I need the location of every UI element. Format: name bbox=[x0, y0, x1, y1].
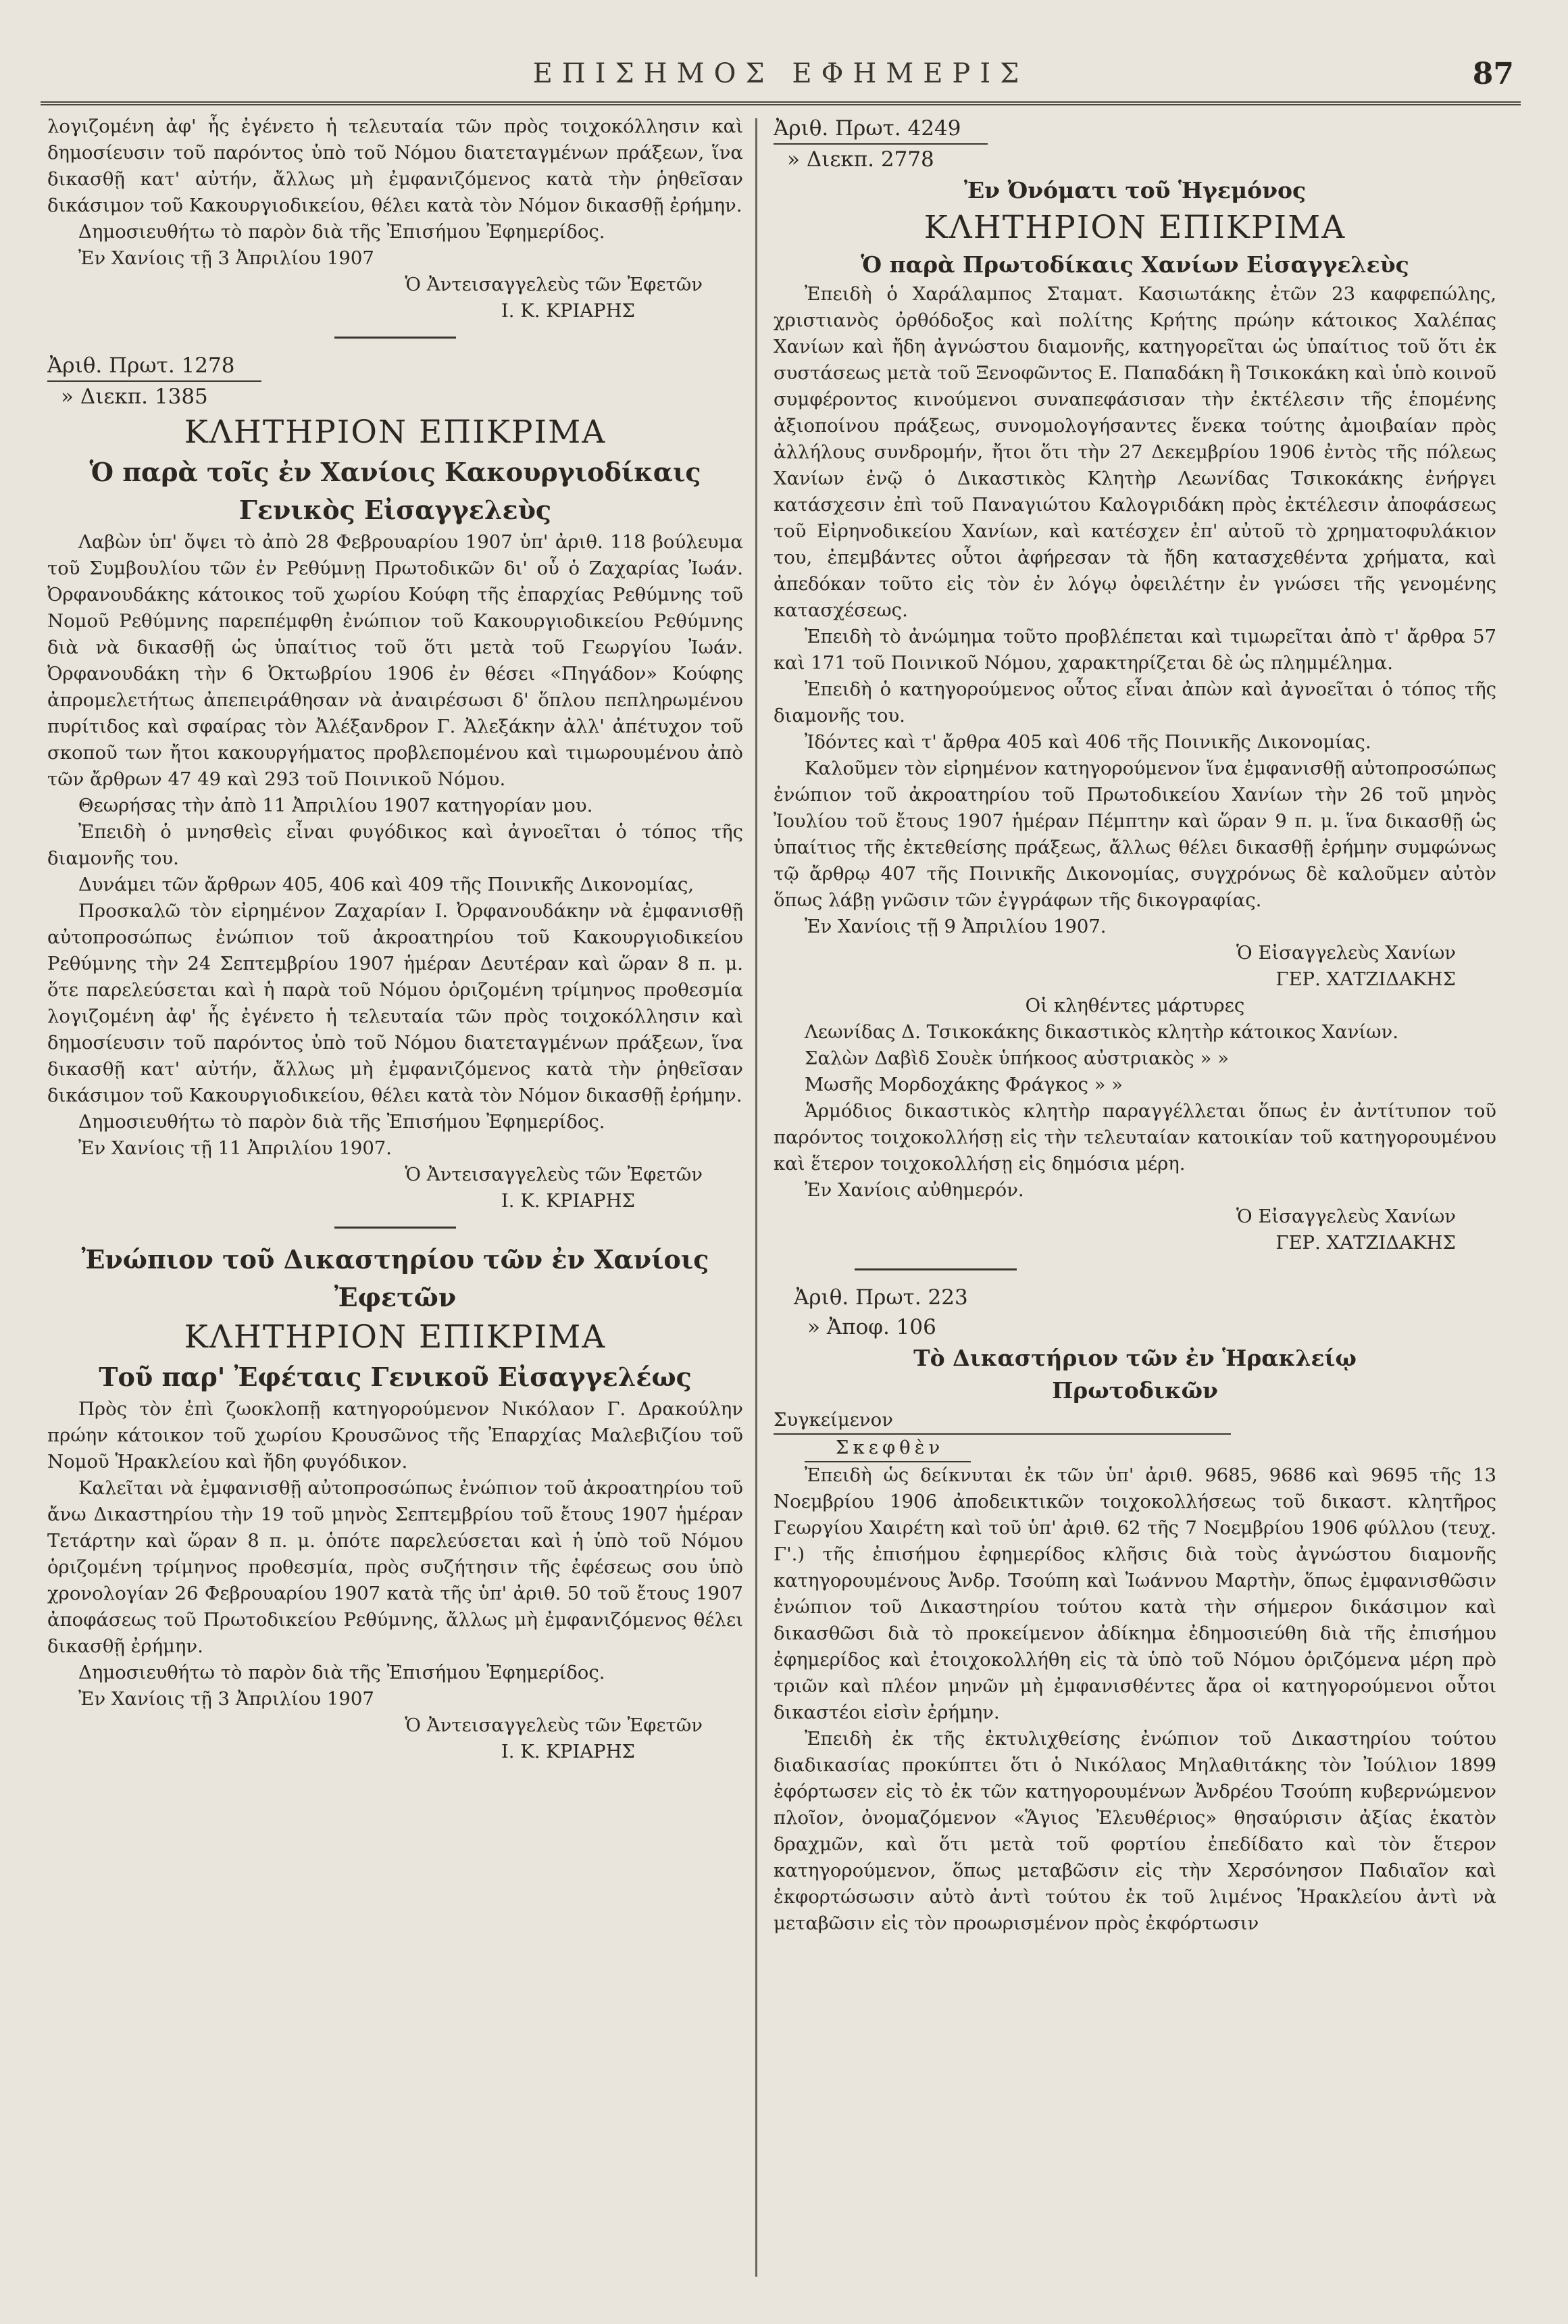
s1-paragraph: Θεωρήσας τὴν ἀπὸ 11 Ἀπριλίου 1907 κατηγορίαν μου. bbox=[78, 795, 593, 816]
r1-signature-2-title: Ὁ Εἰσαγγελεὺς Χανίων bbox=[1236, 1206, 1456, 1227]
s2-subheading: Τοῦ παρ' Ἐφέταις Γενικοῦ Εἰσαγγελέως bbox=[99, 1362, 692, 1392]
s2-heading: ΚΛΗΤΗΡΙΟΝ ΕΠΙΚΡΙΜΑ bbox=[184, 1318, 607, 1356]
r1-paragraph: Καλοῦμεν τὸν εἰρημένον κατηγορούμενον ἵνα ἐμφανισθῇ αὐτοπροσώπως ἐνώπιον τοῦ ἀκροατηρίου τοῦ Πρωτοδικείου Χανίων τὴν 26 τοῦ μηνὸς Ἰουλίου τοῦ ἔτους 1907 ἡμέραν Πέμπτην καὶ ὥραν 9 π. μ. ἵνα δικασθῇ ὡς ὑπαίτιος τῆς ἐκτεθείσης πράξεως, ἄλλως θέλει δικασθῇ ἐρήμην συμφώνως τῷ ἄρθρῳ 407 τῆς Ποινικῆς Δικονομίας, συγχρόνως δὲ καλοῦμεν αὐτὸν ὅπως λάβῃ γνῶσιν τῶν ἐγγράφων τῆς δικογραφίας. bbox=[774, 758, 1496, 911]
r1-witness: Μωσῆς Μορδοχάκης Φράγκος » » bbox=[805, 1074, 1123, 1095]
s1-subheading-2: Γενικὸς Εἰσαγγελεὺς bbox=[238, 495, 552, 525]
r2-considered-label: Σκεφθὲν bbox=[774, 1435, 1496, 1462]
left-column bbox=[47, 114, 743, 2283]
page-header bbox=[41, 54, 1521, 105]
s2-paragraph: Πρὸς τὸν ἐπὶ ζωοκλοπῇ κατηγορούμενον Νικόλαον Γ. Δρακούλην πρώην κάτοικον τοῦ χωρίου Κρουσῶνος τῆς Ἐπαρχίας Μαλεβιζίου τοῦ Νομοῦ Ἡρακλείου καὶ ἤδη φυγόδικον. bbox=[47, 1398, 743, 1473]
r1-heading: ΚΛΗΤΗΡΙΟΝ ΕΠΙΚΡΙΜΑ bbox=[924, 209, 1346, 246]
r1-paragraph: Ἐπειδὴ ὁ Χαράλαμπος Σταματ. Κασιωτάκης ἐτῶν 23 καφφεπώλης, χριστιανὸς ὀρθόδοξος καὶ πολίτης Κρήτης πρώην κάτοικος Χαλέπας Χανίων καὶ ἤδη ἀγνώστου διαμονῆς, κατηγορεῖται ὡς ὑπαίτιος τοῦ ὅτι ἐκ συστάσεως μετὰ τοῦ Ξενοφῶντος Ε. Παπαδάκη ἢ Τσικοκάκη καὶ ὑπὸ κοινοῦ συμφέροντος κινούμενοι συναπεφάσισαν τὴν ἐκτέλεσιν τῆς ἑπομένης ἀξιοποίνου πράξεως, συνομολογήσαντες ἕνεκα τούτης ἀμοιβαίαν πρὸς ἀλλήλους συνδρομήν, ἤτοι ὅτι τὴν 27 Δεκεμβρίου 1906 ἐντὸς τῆς πόλεως Χανίων ἐνῷ ὁ Δικαστικὸς Κλητὴρ Λεωνίδας Τσικοκάκης ἐνήργει κατάσχεσιν ἐπὶ τοῦ Παναγιώτου Καλογριδάκη πρὸς ἐκτέλεσιν ἀποφάσεως τοῦ Εἰρηνοδικείου Χανίων, καὶ κατέσχεν ἐπ' αὐτοῦ τὸ χρηματοφυλάκιον του, ἐπεμβάντες οὗτοι ἀφήρεσαν τὰ ἤδη κατασχεθέντα χρήματα, καὶ ἀπεδόκαν τοῦτο εἰς τὸν ἐν λόγῳ ὀφειλέτην ἐν γνώσει τῆς γενομένης κατασχέσεως. bbox=[774, 283, 1496, 621]
r1-witness: Σαλὼν Δαβὶδ Σουὲκ ὑπήκοος αὐστριακὸς » » bbox=[805, 1047, 1229, 1069]
s1-subheading: Ὁ παρὰ τοῖς ἐν Χανίοις Κακουργιοδίκαις bbox=[89, 457, 701, 487]
s1-protocol-number: Ἀριθ. Πρωτ. 1278 bbox=[47, 351, 743, 382]
r2-composed-label: Συγκείμενον bbox=[774, 1407, 1496, 1435]
r1-heading-line: Ἐν Ὀνόματι τοῦ Ἡγεμόνος bbox=[963, 177, 1307, 203]
r1-signature-name: ΓΕΡ. ΧΑΤΖΙΔΑΚΗΣ bbox=[1275, 968, 1456, 990]
r1-dispatch-number: » Διεκπ. 2778 bbox=[787, 147, 934, 172]
s1-paragraph: Δυνάμει τῶν ἄρθρων 405, 406 καὶ 409 τῆς Ποινικῆς Δικονομίας, bbox=[78, 874, 694, 895]
r1-subheading: Ὁ παρὰ Πρωτοδίκαις Χανίων Εἰσαγγελεὺς bbox=[861, 251, 1409, 278]
s1-signature-title: Ὁ Ἀντεισαγγελεὺς τῶν Ἐφετῶν bbox=[405, 1164, 703, 1185]
intro-signature-name: Ι. Κ. ΚΡΙΑΡΗΣ bbox=[501, 300, 635, 322]
s2-signature-title: Ὁ Ἀντεισαγγελεὺς τῶν Ἐφετῶν bbox=[405, 1714, 703, 1736]
s1-date: Ἐν Χανίοις τῇ 11 Ἀπριλίου 1907. bbox=[78, 1137, 393, 1159]
r1-paragraph: Ἁρμόδιος δικαστικὸς κλητὴρ παραγγέλλεται ὅπως ἐν ἀντίτυπον τοῦ παρόντος τοιχοκολλήσῃ εἰς τὴν τελευταίαν κατοικίαν τοῦ κατηγορουμένου καὶ ἕτερον τοιχοκολλήσῃ εἰς δημόσια μέρη. bbox=[774, 1100, 1496, 1175]
r2-decision-number: » Ἀποφ. 106 bbox=[807, 1315, 936, 1339]
r2-heading-line: Τὸ Δικαστήριον τῶν ἐν Ἡρακλείῳ bbox=[913, 1345, 1357, 1371]
s2-heading-line-2: Ἐφετῶν bbox=[334, 1282, 457, 1312]
s1-heading: ΚΛΗΤΗΡΙΟΝ ΕΠΙΚΡΙΜΑ bbox=[184, 414, 607, 451]
s1-publish: Δημοσιευθήτω τὸ παρὸν διὰ τῆς Ἐπισήμου Ἐφημερίδος. bbox=[78, 1111, 605, 1133]
r1-protocol-number: Ἀριθ. Πρωτ. 4249 bbox=[774, 114, 1496, 145]
r2-paragraph: Ἐπειδὴ ὡς δείκνυται ἐκ τῶν ὑπ' ἀριθ. 9685, 9686 καὶ 9695 τῆς 13 Νοεμβρίου 1906 ἀποδεικτικῶν τοιχοκολλήσεως τοῦ δικαστ. κλητῆρος Γεωργίου Χαιρέτη καὶ τοῦ ὑπ' ἀριθ. 62 τῆς 7 Νοεμβρίου 1906 φύλλου (τευχ. Γ'.) τῆς ἐπισήμου ἐφημερίδος κλῆσις διὰ τοὺς ἀγνώστου διαμονῆς κατηγορουμένους Ἀνδρ. Τσούπη καὶ Ἰωάννου Μαρτὴν, ὅπως ἐμφανισθῶσιν ἐνώπιον τοῦ Δικαστηρίου τούτου κατὰ τὴν σήμερον δικάσιμον καὶ δικασθῶσι διὰ τὸ προκείμενον ἀδίκημα ἐδημοσιεύθη διὰ τῆς ἐπισήμου ἐφημερίδος καὶ ἐτοιχοκολλήθη εἰς τὰ ὑπὸ τοῦ Νόμου ὁριζόμενα μέρη πρὸ τριῶν καὶ πλέον μηνῶν μὴ ἐμφανισθέντες ἄρα οἱ κατηγορούμενοι οὗτοι δικαστέοι εἰσὶν ἐρήμην. bbox=[774, 1464, 1496, 1723]
r1-date: Ἐν Χανίοις τῇ 9 Ἀπριλίου 1907. bbox=[805, 916, 1107, 937]
s2-heading-line: Ἐνώπιον τοῦ Δικαστηρίου τῶν ἐν Χανίοις bbox=[81, 1244, 709, 1275]
separator-rule bbox=[334, 337, 456, 339]
separator-rule bbox=[334, 1227, 456, 1229]
s2-publish: Δημοσιευθήτω τὸ παρὸν διὰ τῆς Ἐπισήμου Ἐφημερίδος. bbox=[78, 1662, 605, 1683]
s2-signature-name: Ι. Κ. ΚΡΙΑΡΗΣ bbox=[501, 1741, 635, 1762]
r1-paragraph: Ἐν Χανίοις αὐθημερόν. bbox=[805, 1179, 1024, 1201]
column-divider bbox=[755, 118, 757, 2277]
s1-body: Λαβὼν ὑπ' ὄψει τὸ ἀπὸ 28 Φεβρουαρίου 1907 ὑπ' ἀριθ. 118 βούλευμα τοῦ Συμβουλίου τῶν ἐν Ρεθύμνῃ Πρωτοδικῶν δι' οὗ ὁ Ζαχαρίας Ἰωάν. Ὀρφανουδάκης κάτοικος τοῦ χωρίου Κούφη τῆς ἐπαρχίας Ρεθύμνης τοῦ Νομοῦ Ρεθύμνης παρεπέμφθη ἐνώπιον τοῦ Κακουργιοδικείου Ρεθύμνης διὰ νὰ δικασθῇ ὡς ὑπαίτιος τοῦ ὅτι μετὰ τοῦ Γεωργίου Ἰωάν. Ὀρφανουδάκη τὴν 6 Ὀκτωβρίου 1906 ἐν θέσει «Πηγάδον» Κούφης ἀπρομελετήτως ἀπεπειράθησαν νὰ ἀναιρέσωσι δ' ὅπλου πεπληρωμένου πυρίτιδος καὶ σφαίρας τὸν Ἀλέξανδρον Γ. Ἀλεξάκην ἀλλ' ἀπέτυχον τοῦ σκοποῦ των ἤτοι κακουργήματος προβλεπομένου καὶ τιμωρουμένου ἀπὸ τῶν ἄρθρων 47 49 καὶ 293 τοῦ Ποινικοῦ Νόμου. bbox=[47, 531, 743, 790]
right-column bbox=[774, 114, 1496, 2283]
s1-paragraph: Ἐπειδὴ ὁ μνησθεὶς εἶναι φυγόδικος καὶ ἀγνοεῖται ὁ τόπος τῆς διαμονῆς του. bbox=[47, 821, 743, 869]
s1-signature-name: Ι. Κ. ΚΡΙΑΡΗΣ bbox=[501, 1190, 635, 1212]
r1-witness-heading: Οἱ κληθέντες μάρτυρες bbox=[1025, 995, 1245, 1016]
s2-date: Ἐν Χανίοις τῇ 3 Ἀπριλίου 1907 bbox=[78, 1688, 374, 1710]
r1-paragraph: Ἐπειδὴ ὁ κατηγορούμενος οὗτος εἶναι ἀπὼν καὶ ἀγνοεῖται ὁ τόπος τῆς διαμονῆς του. bbox=[774, 678, 1496, 726]
r2-paragraph: Ἐπειδὴ ἐκ τῆς ἐκτυλιχθείσης ἐνώπιον τοῦ Δικαστηρίου τούτου διαδικασίας προκύπτει ὅτι ὁ Νικόλαος Μηλαθιτάκης τὸν Ἰούλιον 1899 ἐφόρτωσεν εἰς τὸ ἐκ τῶν κατηγορουμένων Ἀνδρέου Τσούπη κυβερνώμενον πλοῖον, ὀνομαζόμενον «Ἅγιος Ἐλευθέριος» θησαύρισιν ἀξίας ἑκατὸν δραχμῶν, καὶ ὅτι μετὰ τοῦ φορτίου ἐπεδίδατο καὶ τὸν ἕτερον κατηγορούμενον, ὅπως μεταβῶσιν εἰς τὴν Χερσόνησον Παδιαῖον καὶ ἐκφορτώσωσιν αὐτὸ ἀντὶ τούτου ἐκ τοῦ λιμένος Ἡρακλείου ἀντὶ νὰ μεταβῶσιν εἰς τὸν προωρισμένον πρὸς ἐκφόρτωσιν bbox=[774, 1728, 1496, 1934]
newspaper-title: ΕΠΙΣΗΜΟΣ ΕΦΗΜΕΡΙΣ bbox=[532, 58, 1029, 89]
s2-paragraph: Καλεῖται νὰ ἐμφανισθῇ αὐτοπροσώπως ἐνώπιον τοῦ ἀκροατηρίου τοῦ ἄνω Δικαστηρίου τὴν 19 τοῦ μηνὸς Σεπτεμβρίου τοῦ ἔτους 1907 ἡμέραν Τετάρτην καὶ ὥραν 8 π. μ. ὁπότε παρελεύσεται καὶ ἡ ὑπὸ τοῦ Νόμου ὁριζομένη τρίμηνος προθεσμία, πρὸς συζήτησιν τῆς ἐφέσεως σου ὑπὸ χρονολογίαν 26 Φεβρουαρίου 1907 κατὰ τῆς ὑπ' ἀριθ. 50 τοῦ ἔτους 1907 ἀποφάσεως τοῦ Πρωτοδικείου Ρεθύμνης, ἄλλως μὴ ἐμφανιζόμενος θέλει δικασθῇ ἐρήμην. bbox=[47, 1477, 743, 1657]
r1-signature-title: Ὁ Εἰσαγγελεὺς Χανίων bbox=[1236, 942, 1456, 964]
r1-witness: Λεωνίδας Δ. Τσικοκάκης δικαστικὸς κλητὴρ κάτοικος Χανίων. bbox=[805, 1021, 1399, 1043]
s1-paragraph: Προσκαλῶ τὸν εἰρημένον Ζαχαρίαν Ι. Ὀρφανουδάκην νὰ ἐμφανισθῇ αὐτοπροσώπως ἐνώπιον τοῦ ἀκροατηρίου τοῦ Κακουργιοδικείου Ρεθύμνης τὴν 24 Σεπτεμβρίου 1907 ἡμέραν Δευτέραν καὶ ὥραν 8 π. μ. ὅτε παρελεύσεται καὶ ἡ παρὰ τοῦ Νόμου ὁριζομένη τρίμηνος προθεσμία λογιζομένη ἀφ' ἧς ἐγένετο ἡ τελευταία τῶν πρὸς τοιχοκόλλησιν καὶ δημοσίευσιν τοῦ παρόντος ὑπὸ τοῦ Νόμου διατεταγμένων πράξεων, ἵνα δικασθῇ κατ' αὐτήν, ἄλλως μὴ ἐμφανιζόμενος κατὰ τὴν ῥηθεῖσαν δικάσιμον τοῦ Κακουργιοδικείου, θέλει κατὰ τὸν Νόμον δικασθῇ ἐρήμην. bbox=[47, 900, 743, 1106]
s1-dispatch-number: » Διεκπ. 1385 bbox=[61, 385, 208, 409]
r2-heading-line-2: Πρωτοδικῶν bbox=[1052, 1377, 1218, 1404]
intro-paragraph: λογιζομένη ἀφ' ἧς ἐγένετο ἡ τελευταία τῶν πρὸς τοιχοκόλλησιν καὶ δημοσίευσιν τοῦ παρόντος ὑπὸ τοῦ Νόμου διατεταγμένων πράξεων, ἵνα δικασθῇ κατ' αὐτήν, ἄλλως μὴ ἐμφανιζόμενος κατὰ τὴν ῥηθεῖσαν δικάσιμον τοῦ Κακουργιοδικείου, θέλει κατὰ τὸν Νόμον δικασθῇ ἐρήμην. bbox=[47, 116, 743, 216]
page-number: 87 bbox=[1472, 57, 1514, 91]
r1-paragraph: Ἐπειδὴ τὸ ἀνώμημα τοῦτο προβλέπεται καὶ τιμωρεῖται ἀπὸ τ' ἄρθρα 57 καὶ 171 τοῦ Ποινικοῦ Νόμου, χαρακτηρίζεται δὲ ὡς πλημμέλημα. bbox=[774, 626, 1496, 674]
separator-rule bbox=[855, 1268, 1017, 1270]
intro-date: Ἐν Χανίοις τῇ 3 Ἀπριλίου 1907 bbox=[78, 247, 374, 269]
r2-protocol-number: Ἀριθ. Πρωτ. 223 bbox=[794, 1285, 968, 1310]
r1-signature-2-name: ΓΕΡ. ΧΑΤΖΙΔΑΚΗΣ bbox=[1275, 1232, 1456, 1254]
r1-paragraph: Ἰδόντες καὶ τ' ἄρθρα 405 καὶ 406 τῆς Ποινικῆς Δικονομίας. bbox=[805, 731, 1371, 753]
intro-signature-title: Ὁ Ἀντεισαγγελεὺς τῶν Ἐφετῶν bbox=[405, 274, 703, 295]
intro-publish: Δημοσιευθήτω τὸ παρὸν διὰ τῆς Ἐπισήμου Ἐφημερίδος. bbox=[78, 221, 605, 243]
